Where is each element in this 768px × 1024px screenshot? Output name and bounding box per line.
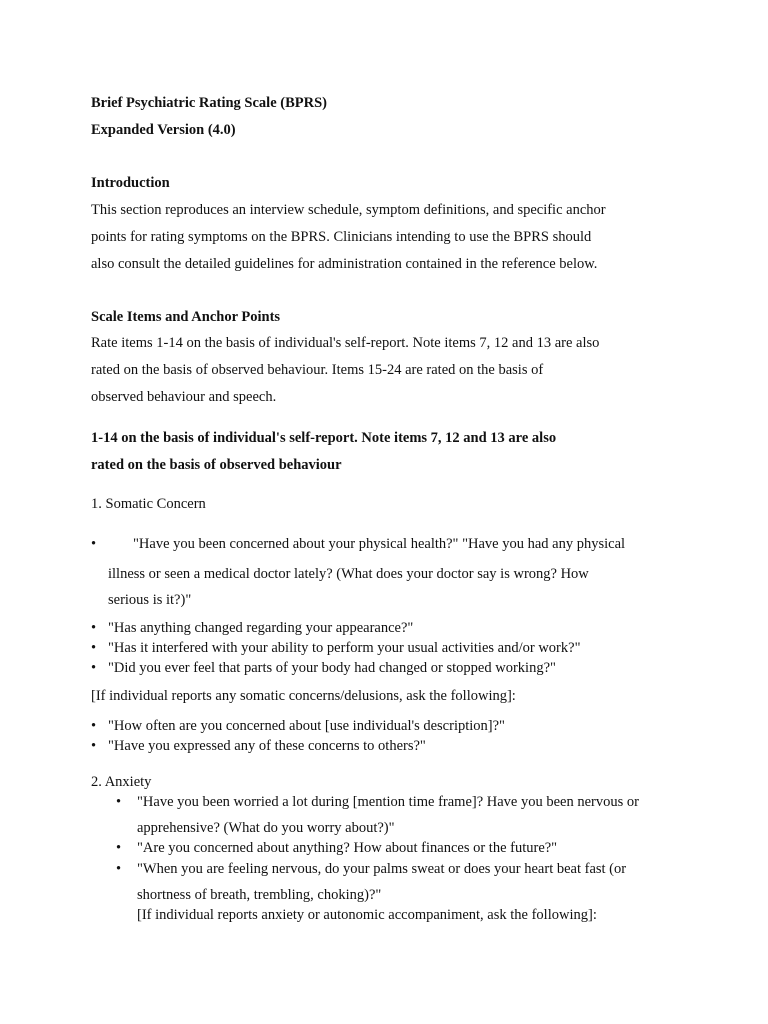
question-line: "Have you been concerned about your physical health?" "Have you had any physical: [133, 536, 626, 552]
question-line: "Are you concerned about anything? How about finances or the future?": [137, 840, 558, 856]
document-subtitle: Expanded Version (4.0): [91, 122, 236, 138]
followup-note: [If individual reports any somatic concerns/delusions, ask the following]:: [91, 688, 516, 704]
question-line: "Have you been worried a lot during [mention time frame]? Have you been nervous or: [137, 794, 639, 810]
bullet-icon: •: [116, 861, 122, 877]
bullet-icon: •: [91, 620, 97, 636]
bullet-icon: •: [91, 536, 97, 552]
introduction-line: This section reproduces an interview schedule, symptom definitions, and specific anchor: [91, 202, 606, 218]
section-heading-line: rated on the basis of observed behaviour: [91, 457, 342, 473]
bullet-icon: •: [116, 840, 122, 856]
question-line: shortness of breath, trembling, choking)?": [137, 887, 382, 903]
bullet-icon: •: [91, 660, 97, 676]
introduction-line: also consult the detailed guidelines for administration contained in the reference below.: [91, 256, 598, 272]
question-line: "How often are you concerned about [use individual's description]?": [108, 718, 505, 734]
question-line: "When you are feeling nervous, do your palms sweat or does your heart beat fast (or: [137, 861, 627, 877]
followup-note: [If individual reports anxiety or autonomic accompaniment, ask the following]:: [137, 907, 597, 923]
bullet-icon: •: [116, 794, 122, 810]
bullet-icon: •: [91, 640, 97, 656]
scale-items-line: Rate items 1-14 on the basis of individual's self-report. Note items 7, 12 and 13 are also: [91, 335, 600, 351]
question-line: serious is it?)": [108, 592, 192, 608]
introduction-heading: Introduction: [91, 175, 170, 191]
question-line: "Did you ever feel that parts of your body had changed or stopped working?": [108, 660, 556, 676]
question-line: illness or seen a medical doctor lately? (What does your doctor say is wrong? How: [108, 566, 589, 582]
scale-items-line: rated on the basis of observed behaviour. Items 15-24 are rated on the basis of: [91, 362, 544, 378]
introduction-line: points for rating symptoms on the BPRS. Clinicians intending to use the BPRS should: [91, 229, 592, 245]
scale-items-line: observed behaviour and speech.: [91, 389, 277, 405]
bullet-icon: •: [91, 718, 97, 734]
question-line: apprehensive? (What do you worry about?)": [137, 820, 395, 836]
question-line: "Has it interfered with your ability to perform your usual activities and/or work?": [108, 640, 581, 656]
scale-items-heading: Scale Items and Anchor Points: [91, 309, 281, 325]
item-title-anxiety: 2. Anxiety: [91, 774, 152, 790]
section-heading-line: 1-14 on the basis of individual's self-report. Note items 7, 12 and 13 are also: [91, 430, 557, 446]
document-title: Brief Psychiatric Rating Scale (BPRS): [91, 95, 327, 111]
question-line: "Have you expressed any of these concerns to others?": [108, 738, 426, 754]
item-title-somatic-concern: 1. Somatic Concern: [91, 496, 206, 512]
bullet-icon: •: [91, 738, 97, 754]
question-line: "Has anything changed regarding your appearance?": [108, 620, 414, 636]
